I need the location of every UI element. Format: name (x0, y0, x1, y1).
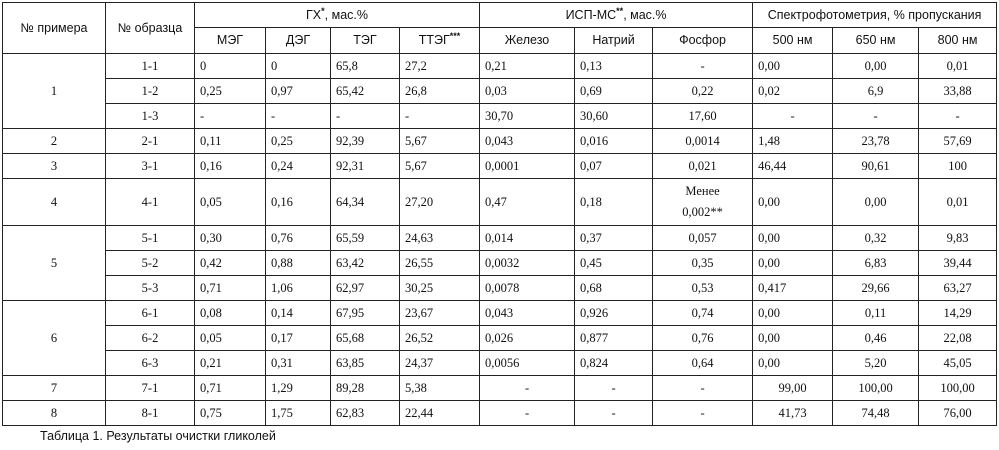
table-row (3, 351, 997, 376)
t650-value: - (833, 104, 919, 129)
sample-number: 1-3 (106, 104, 195, 129)
tteg-value: - (400, 104, 480, 129)
iron-value: - (480, 401, 575, 426)
header-tteg-label: ТТЭГ (418, 33, 450, 47)
sodium-value: 0,877 (575, 326, 653, 351)
sample-number: 1-2 (106, 79, 195, 104)
t800-value: 9,83 (919, 226, 997, 251)
iron-value: 0,0078 (480, 276, 575, 301)
t650-value: 6,9 (833, 79, 919, 104)
deg-value: 0,17 (266, 326, 331, 351)
t650-value: 90,61 (833, 154, 919, 179)
t800-value: 0,01 (919, 54, 997, 79)
iron-value: 0,014 (480, 226, 575, 251)
t500-value: 41,73 (753, 401, 833, 426)
teg-value: 92,39 (331, 129, 400, 154)
teg-value: 62,83 (331, 401, 400, 426)
t650-value: 74,48 (833, 401, 919, 426)
header-gc (195, 3, 480, 28)
iron-value: 0,0032 (480, 251, 575, 276)
deg-value: 0,24 (266, 154, 331, 179)
t650-value: 0,11 (833, 301, 919, 326)
header-650nm: 650 нм (833, 28, 919, 54)
iron-value: 0,043 (480, 301, 575, 326)
t800-value: 39,44 (919, 251, 997, 276)
iron-value: 0,0056 (480, 351, 575, 376)
table-row (3, 154, 997, 179)
table-row (3, 301, 997, 326)
table-row (3, 129, 997, 154)
table-row (3, 54, 997, 79)
t800-value: 22,08 (919, 326, 997, 351)
tteg-value: 26,52 (400, 326, 480, 351)
phosphorus-value: - (653, 376, 753, 401)
t650-value: 0,00 (833, 54, 919, 79)
t500-value: 0,00 (753, 251, 833, 276)
sample-number: 8-1 (106, 401, 195, 426)
teg-value: 92,31 (331, 154, 400, 179)
header-phosphorus: Фосфор (653, 28, 753, 54)
t500-value: 0,00 (753, 54, 833, 79)
t500-value: 0,00 (753, 351, 833, 376)
results-table (2, 2, 997, 426)
iron-value: 0,026 (480, 326, 575, 351)
teg-value: 64,34 (331, 179, 400, 226)
t500-value: 46,44 (753, 154, 833, 179)
meg-value: 0,71 (195, 376, 266, 401)
header-gc-suffix: , мас.% (324, 7, 368, 22)
table-row (3, 276, 997, 301)
t800-value: - (919, 104, 997, 129)
sodium-value: 0,45 (575, 251, 653, 276)
tteg-value: 5,38 (400, 376, 480, 401)
header-deg: ДЭГ (266, 28, 331, 54)
example-number: 1 (3, 54, 106, 129)
header-iron: Железо (480, 28, 575, 54)
sample-number: 7-1 (106, 376, 195, 401)
t800-value: 0,01 (919, 179, 997, 226)
meg-value: 0,25 (195, 79, 266, 104)
sample-number: 5-3 (106, 276, 195, 301)
phosphorus-value: 0,53 (653, 276, 753, 301)
example-number: 6 (3, 301, 106, 376)
iron-value: 0,03 (480, 79, 575, 104)
teg-value: 63,85 (331, 351, 400, 376)
tteg-value: 27,20 (400, 179, 480, 226)
iron-value: 0,21 (480, 54, 575, 79)
example-number: 3 (3, 154, 106, 179)
teg-value: 63,42 (331, 251, 400, 276)
deg-value: 1,29 (266, 376, 331, 401)
tteg-value: 27,2 (400, 54, 480, 79)
deg-value: 0,16 (266, 179, 331, 226)
teg-value: 65,59 (331, 226, 400, 251)
meg-value: 0,11 (195, 129, 266, 154)
meg-value: 0 (195, 54, 266, 79)
meg-value: 0,16 (195, 154, 266, 179)
deg-value: 0,31 (266, 351, 331, 376)
meg-value: 0,05 (195, 179, 266, 226)
phosphorus-value: 0,057 (653, 226, 753, 251)
deg-value: 1,75 (266, 401, 331, 426)
header-gc-label: ГХ (306, 7, 322, 22)
sample-number: 3-1 (106, 154, 195, 179)
t500-value: 0,00 (753, 326, 833, 351)
teg-value: 65,42 (331, 79, 400, 104)
meg-value: - (195, 104, 266, 129)
deg-value: 0,14 (266, 301, 331, 326)
table-row (3, 226, 997, 251)
header-example-no: № примера (3, 3, 106, 54)
t650-value: 0,00 (833, 179, 919, 226)
header-icp (480, 3, 753, 28)
sodium-value: 0,13 (575, 54, 653, 79)
sodium-value: - (575, 401, 653, 426)
t800-value: 33,88 (919, 79, 997, 104)
phosphorus-value: 0,76 (653, 326, 753, 351)
teg-value: 67,95 (331, 301, 400, 326)
sample-number: 6-1 (106, 301, 195, 326)
header-icp-mark: ** (616, 5, 624, 16)
meg-value: 0,21 (195, 351, 266, 376)
phosphorus-value: 0,22 (653, 79, 753, 104)
deg-value: 1,06 (266, 276, 331, 301)
header-meg: МЭГ (195, 28, 266, 54)
table-row (3, 179, 997, 226)
header-spectro: Спектрофотометрия, % пропускания (753, 3, 997, 28)
phosphorus-value-line1: Менее (685, 184, 720, 198)
t500-value: 0,00 (753, 301, 833, 326)
phosphorus-value: 17,60 (653, 104, 753, 129)
example-number: 8 (3, 401, 106, 426)
table-row (3, 79, 997, 104)
table-caption: Таблица 1. Результаты очистки гликолей (40, 429, 276, 443)
t650-value: 0,32 (833, 226, 919, 251)
phosphorus-value: 0,021 (653, 154, 753, 179)
sample-number: 2-1 (106, 129, 195, 154)
sodium-value: 0,69 (575, 79, 653, 104)
t500-value: - (753, 104, 833, 129)
sodium-value: 0,824 (575, 351, 653, 376)
t800-value: 76,00 (919, 401, 997, 426)
sodium-value: 0,07 (575, 154, 653, 179)
deg-value: 0,97 (266, 79, 331, 104)
tteg-value: 24,37 (400, 351, 480, 376)
meg-value: 0,71 (195, 276, 266, 301)
header-icp-suffix: , мас.% (623, 7, 667, 22)
deg-value: - (266, 104, 331, 129)
meg-value: 0,08 (195, 301, 266, 326)
t500-value: 0,02 (753, 79, 833, 104)
tteg-value: 5,67 (400, 129, 480, 154)
tteg-value: 26,8 (400, 79, 480, 104)
t800-value: 45,05 (919, 351, 997, 376)
table-row (3, 401, 997, 426)
results-table-container (2, 2, 996, 426)
header-sodium: Натрий (575, 28, 653, 54)
meg-value: 0,05 (195, 326, 266, 351)
t800-value: 100 (919, 154, 997, 179)
phosphorus-value: 0,64 (653, 351, 753, 376)
t800-value: 100,00 (919, 376, 997, 401)
meg-value: 0,75 (195, 401, 266, 426)
deg-value: 0 (266, 54, 331, 79)
sodium-value: 0,68 (575, 276, 653, 301)
iron-value: 0,0001 (480, 154, 575, 179)
phosphorus-value-line2: 0,002** (682, 205, 723, 219)
t650-value: 6,83 (833, 251, 919, 276)
table-row (3, 104, 997, 129)
header-icp-label: ИСП-МС (565, 7, 617, 22)
sample-number: 6-2 (106, 326, 195, 351)
tteg-value: 24,63 (400, 226, 480, 251)
example-number: 2 (3, 129, 106, 154)
t650-value: 29,66 (833, 276, 919, 301)
teg-value: 65,68 (331, 326, 400, 351)
teg-value: 65,8 (331, 54, 400, 79)
teg-value: 89,28 (331, 376, 400, 401)
t500-value: 99,00 (753, 376, 833, 401)
deg-value: 0,88 (266, 251, 331, 276)
sample-number: 4-1 (106, 179, 195, 226)
tteg-value: 26,55 (400, 251, 480, 276)
tteg-value: 30,25 (400, 276, 480, 301)
sodium-value: 0,016 (575, 129, 653, 154)
iron-value: 0,043 (480, 129, 575, 154)
t500-value: 0,00 (753, 179, 833, 226)
phosphorus-value: - (653, 54, 753, 79)
table-row (3, 376, 997, 401)
sample-number: 6-3 (106, 351, 195, 376)
sodium-value: 30,60 (575, 104, 653, 129)
t500-value: 1,48 (753, 129, 833, 154)
sample-number: 1-1 (106, 54, 195, 79)
meg-value: 0,42 (195, 251, 266, 276)
sodium-value: 0,926 (575, 301, 653, 326)
t650-value: 100,00 (833, 376, 919, 401)
deg-value: 0,25 (266, 129, 331, 154)
header-sample-no: № образца (106, 3, 195, 54)
header-500nm: 500 нм (753, 28, 833, 54)
sample-number: 5-2 (106, 251, 195, 276)
phosphorus-value: 0,35 (653, 251, 753, 276)
table-row (3, 326, 997, 351)
t800-value: 63,27 (919, 276, 997, 301)
t500-value: 0,417 (753, 276, 833, 301)
tteg-value: 5,67 (400, 154, 480, 179)
t650-value: 0,46 (833, 326, 919, 351)
meg-value: 0,30 (195, 226, 266, 251)
phosphorus-value: 0,74 (653, 301, 753, 326)
header-tteg (400, 28, 480, 54)
iron-value: 30,70 (480, 104, 575, 129)
sodium-value: 0,37 (575, 226, 653, 251)
sample-number: 5-1 (106, 226, 195, 251)
example-number: 7 (3, 376, 106, 401)
iron-value: - (480, 376, 575, 401)
tteg-value: 22,44 (400, 401, 480, 426)
example-number: 4 (3, 179, 106, 226)
t800-value: 57,69 (919, 129, 997, 154)
header-800nm: 800 нм (919, 28, 997, 54)
t650-value: 5,20 (833, 351, 919, 376)
header-tteg-mark: *** (449, 30, 461, 41)
teg-value: 62,97 (331, 276, 400, 301)
phosphorus-value: - (653, 401, 753, 426)
example-number: 5 (3, 226, 106, 301)
iron-value: 0,47 (480, 179, 575, 226)
t500-value: 0,00 (753, 226, 833, 251)
phosphorus-value: 0,0014 (653, 129, 753, 154)
header-teg: ТЭГ (331, 28, 400, 54)
table-row (3, 251, 997, 276)
sodium-value: - (575, 376, 653, 401)
teg-value: - (331, 104, 400, 129)
t800-value: 14,29 (919, 301, 997, 326)
sodium-value: 0,18 (575, 179, 653, 226)
t650-value: 23,78 (833, 129, 919, 154)
phosphorus-value (653, 179, 753, 226)
header-gc-mark: * (321, 5, 325, 16)
tteg-value: 23,67 (400, 301, 480, 326)
deg-value: 0,76 (266, 226, 331, 251)
